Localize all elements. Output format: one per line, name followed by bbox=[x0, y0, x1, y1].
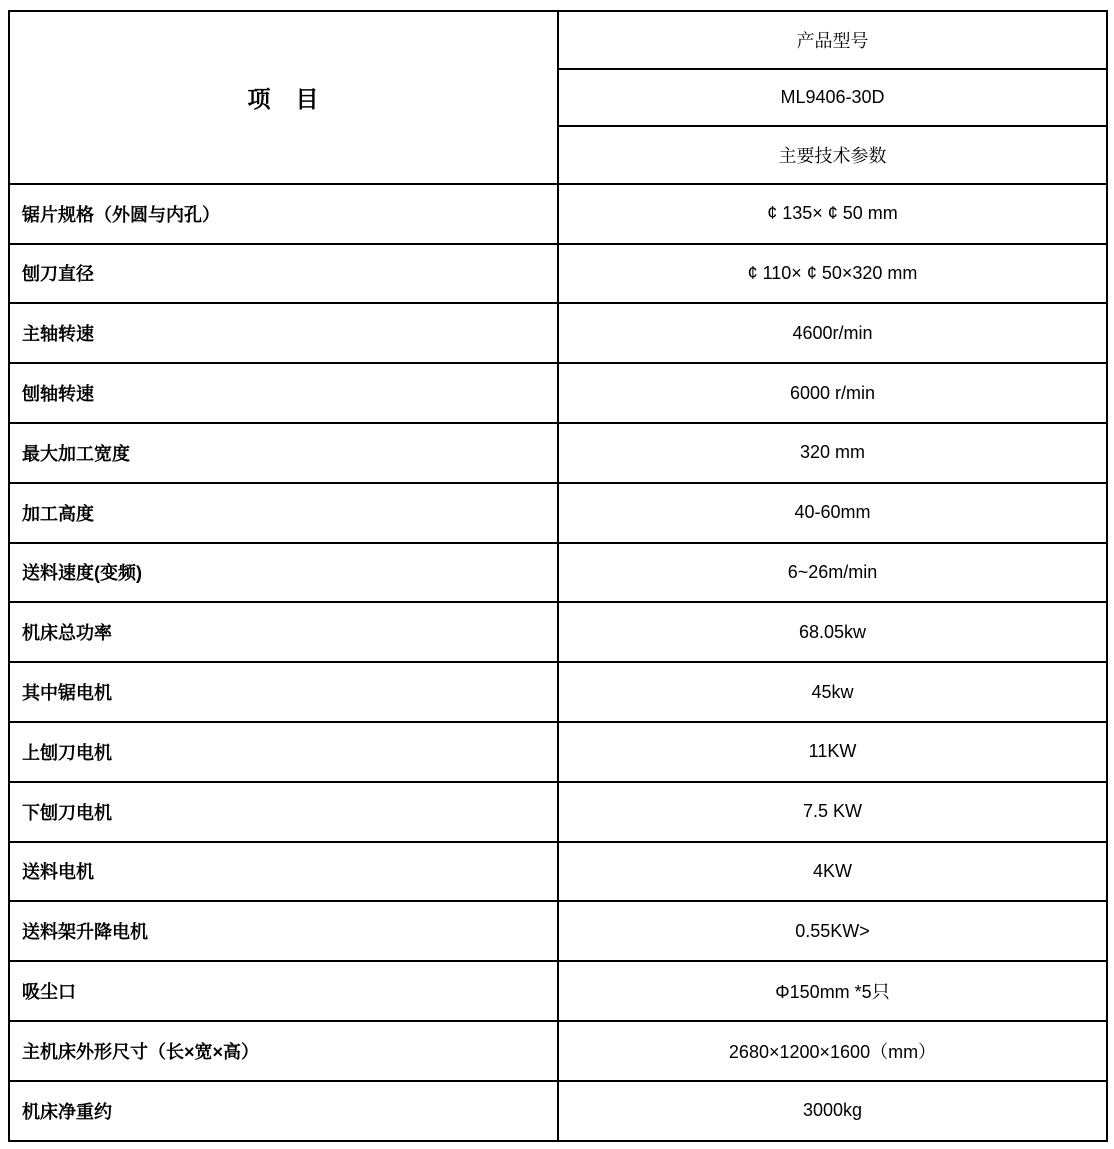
spec-row-max-width bbox=[9, 423, 1107, 483]
spec-row-saw-motor bbox=[9, 662, 1107, 722]
spec-label: 送料速度(变频) bbox=[9, 543, 558, 603]
spec-row-working-height bbox=[9, 483, 1107, 543]
spec-value: 7.5 KW bbox=[558, 782, 1107, 842]
spec-label: 最大加工宽度 bbox=[9, 423, 558, 483]
model-number-cell: ML9406-30D bbox=[558, 69, 1107, 127]
spec-value: 4KW bbox=[558, 842, 1107, 902]
spec-value: 4600r/min bbox=[558, 303, 1107, 363]
spec-label: 刨刀直径 bbox=[9, 244, 558, 304]
header-row-product-model bbox=[9, 11, 1107, 69]
spec-row-upper-planer-motor bbox=[9, 722, 1107, 782]
spec-label: 吸尘口 bbox=[9, 961, 558, 1021]
spec-label: 锯片规格（外圆与内孔） bbox=[9, 184, 558, 244]
spec-label: 刨轴转速 bbox=[9, 363, 558, 423]
spec-label: 送料架升降电机 bbox=[9, 901, 558, 961]
spec-value: 2680×1200×1600（mm） bbox=[558, 1021, 1107, 1081]
spec-value: 68.05kw bbox=[558, 602, 1107, 662]
spec-value: 320 mm bbox=[558, 423, 1107, 483]
spec-label: 机床总功率 bbox=[9, 602, 558, 662]
spec-label: 送料电机 bbox=[9, 842, 558, 902]
spec-value: ¢ 110× ¢ 50×320 mm bbox=[558, 244, 1107, 304]
spec-value: 6~26m/min bbox=[558, 543, 1107, 603]
spec-row-planer-diameter bbox=[9, 244, 1107, 304]
spec-row-feed-motor bbox=[9, 842, 1107, 902]
spec-value: 6000 r/min bbox=[558, 363, 1107, 423]
spec-value: ¢ 135× ¢ 50 mm bbox=[558, 184, 1107, 244]
spec-label: 主轴转速 bbox=[9, 303, 558, 363]
spec-value: 40-60mm bbox=[558, 483, 1107, 543]
spec-label: 上刨刀电机 bbox=[9, 722, 558, 782]
spec-label: 下刨刀电机 bbox=[9, 782, 558, 842]
tech-params-label-cell: 主要技术参数 bbox=[558, 126, 1107, 184]
spec-value: 45kw bbox=[558, 662, 1107, 722]
spec-label: 机床净重约 bbox=[9, 1081, 558, 1141]
spec-label: 加工高度 bbox=[9, 483, 558, 543]
spec-row-lift-motor bbox=[9, 901, 1107, 961]
spec-value: 11KW bbox=[558, 722, 1107, 782]
spec-row-overall-dimensions bbox=[9, 1021, 1107, 1081]
spec-row-planer-shaft-speed bbox=[9, 363, 1107, 423]
item-header-cell: 项 目 bbox=[9, 11, 558, 184]
spec-row-lower-planer-motor bbox=[9, 782, 1107, 842]
spec-label: 主机床外形尺寸（长×宽×高） bbox=[9, 1021, 558, 1081]
spec-table bbox=[8, 10, 1108, 1142]
spec-row-feed-speed bbox=[9, 543, 1107, 603]
spec-label: 其中锯电机 bbox=[9, 662, 558, 722]
spec-value: 3000kg bbox=[558, 1081, 1107, 1141]
spec-row-net-weight bbox=[9, 1081, 1107, 1141]
product-model-label-cell: 产品型号 bbox=[558, 11, 1107, 69]
spec-row-saw-blade bbox=[9, 184, 1107, 244]
spec-value: Φ150mm *5只 bbox=[558, 961, 1107, 1021]
spec-row-spindle-speed bbox=[9, 303, 1107, 363]
spec-row-total-power bbox=[9, 602, 1107, 662]
spec-row-dust-port bbox=[9, 961, 1107, 1021]
spec-value: 0.55KW> bbox=[558, 901, 1107, 961]
